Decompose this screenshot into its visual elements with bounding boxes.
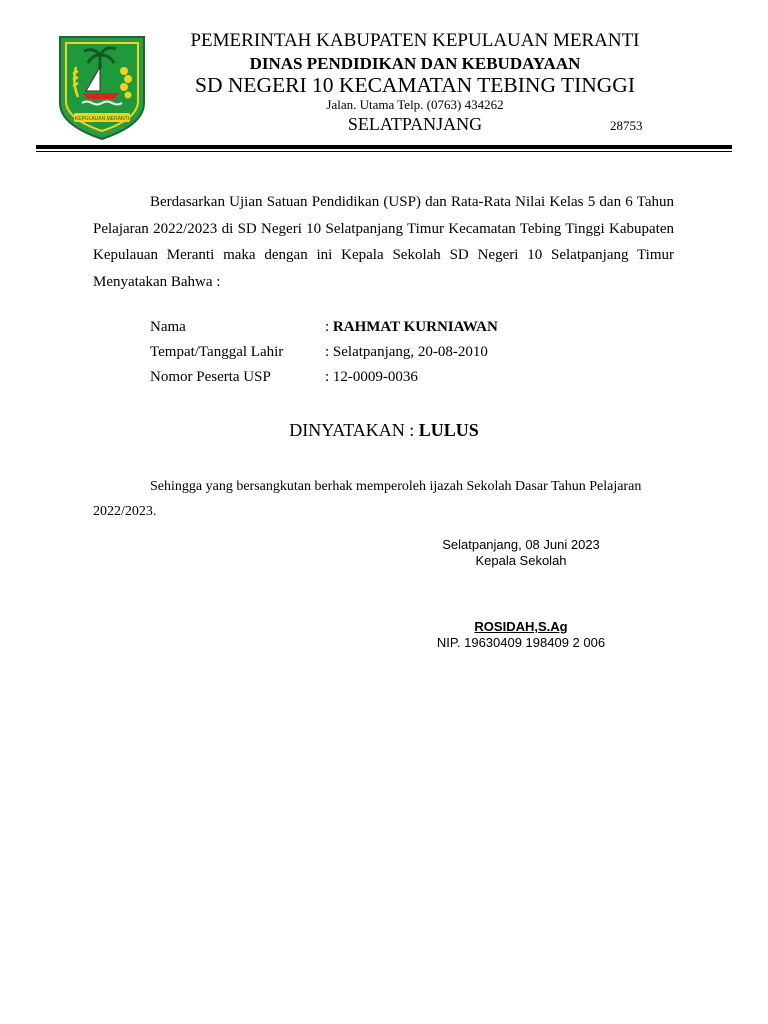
- student-name: RAHMAT KURNIAWAN: [332, 319, 498, 335]
- declaration: DINYATAKAN : LULUS: [289, 420, 479, 440]
- signature-nip: NIP. 19630409 198409 2 006: [436, 635, 606, 650]
- signature-position: Kepala Sekolah: [475, 553, 567, 568]
- emblem-ribbon-text: KEPULAUAN MERANTI: [74, 116, 130, 122]
- emblem-boat-icon: [82, 93, 120, 99]
- letterhead-government: PEMERINTAH KABUPATEN KEPULAUAN MERANTI: [190, 30, 640, 51]
- letterhead-city: SELATPANJANG: [347, 114, 483, 134]
- field-label-birth: Tempat/Tanggal Lahir: [150, 344, 284, 360]
- letterhead-divider-thin: [36, 151, 732, 152]
- regency-emblem-logo: [54, 33, 150, 141]
- signature-place-date: Selatpanjang, 08 Juni 2023: [442, 537, 600, 552]
- field-value-birth: : Selatpanjang, 20-08-2010: [325, 344, 488, 360]
- closing-paragraph: Sehingga yang bersangkutan berhak memperoleh ijazah Sekolah Dasar Tahun Pelajaran 2022/2023.: [93, 479, 642, 519]
- field-label-exam-number: Nomor Peserta USP: [150, 369, 271, 385]
- letterhead-postal-code: 28753: [610, 118, 643, 133]
- letterhead-address: Jalan. Utama Telp. (0763) 434262: [326, 97, 504, 112]
- letterhead-school: SD NEGERI 10 KECAMATAN TEBING TINGGI: [194, 73, 635, 97]
- field-value-name: : RAHMAT KURNIAWAN: [325, 319, 498, 335]
- field-value-exam-number: : 12-0009-0036: [325, 369, 418, 385]
- signature-name: ROSIDAH,S.Ag: [474, 619, 568, 634]
- letterhead-divider-thick: [36, 145, 732, 149]
- intro-paragraph: Berdasarkan Ujian Satuan Pendidikan (USP) dan Rata-Rata Nilai Kelas 5 dan 6 Tahun Pelajaran 2022/2023 di SD Negeri 10 Selatpanjang Timur Kecamatan Tebing Tinggi Kabupaten Kepulauan Meranti maka dengan ini Kepala Sekolah SD Negeri 10 Selatpanjang Timur Menyatakan Bahwa :: [93, 194, 674, 290]
- letterhead-department: DINAS PENDIDIKAN DAN KEBUDAYAAN: [249, 54, 581, 73]
- declaration-result: LULUS: [418, 420, 479, 440]
- field-label-name: Nama: [150, 319, 186, 335]
